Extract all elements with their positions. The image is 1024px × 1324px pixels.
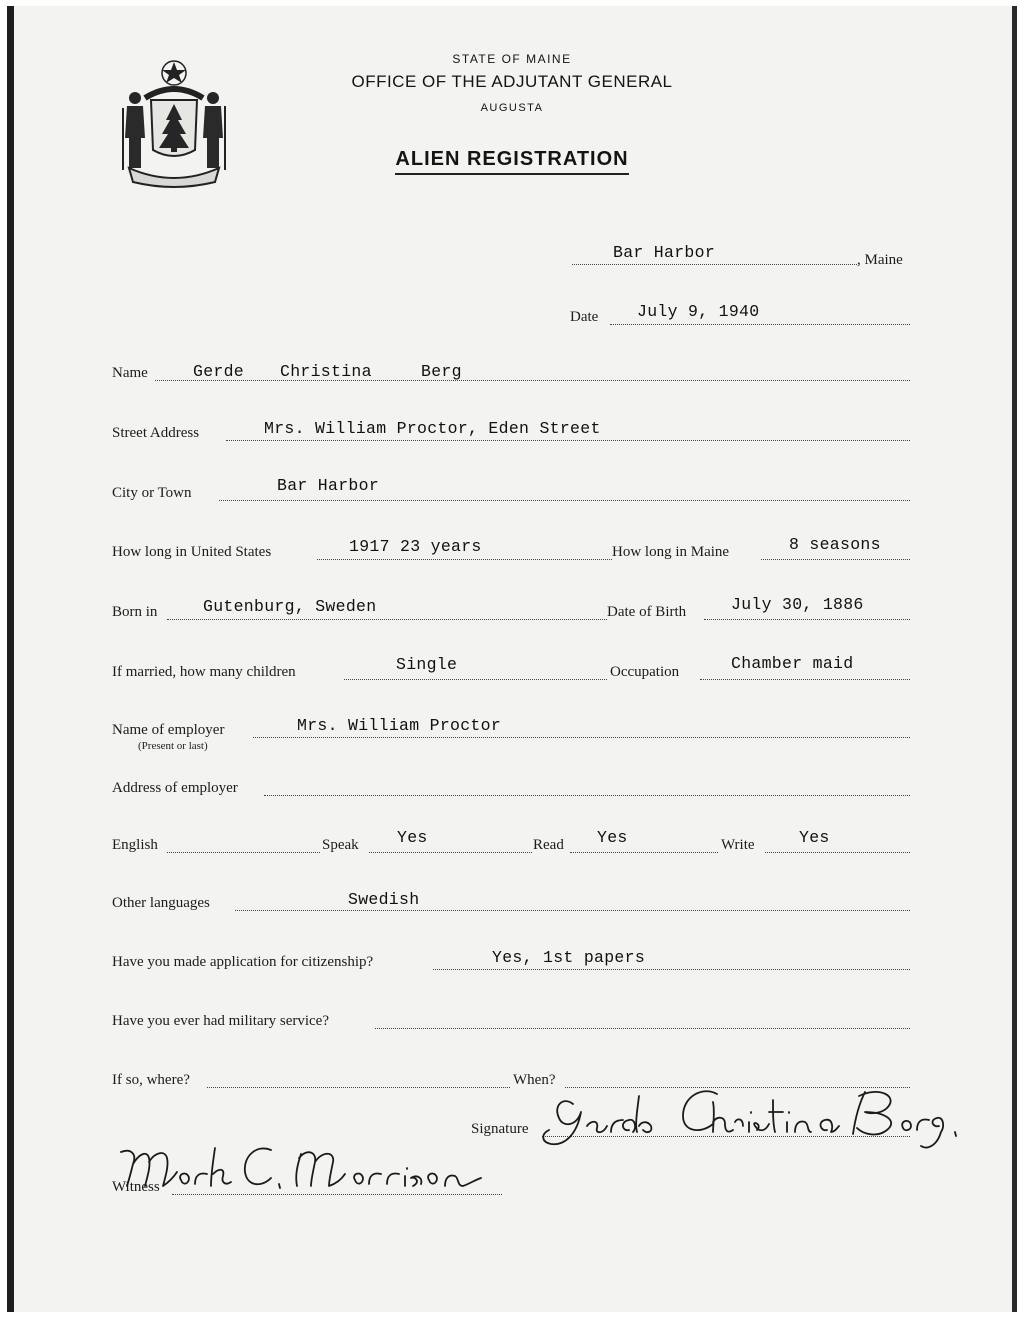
where-line bbox=[207, 1087, 510, 1088]
applicant-signature bbox=[507, 1076, 967, 1156]
employer-address-line bbox=[264, 795, 910, 796]
form-title bbox=[7, 148, 1017, 175]
citizenship-label: Have you made application for citizenship? bbox=[112, 954, 374, 970]
place-line bbox=[572, 264, 857, 265]
military-label: Have you ever had military service? bbox=[112, 1013, 329, 1029]
english-line bbox=[167, 852, 320, 853]
write-label: Write bbox=[721, 837, 755, 853]
maine-duration-value: 8 seasons bbox=[789, 535, 881, 554]
city-label: City or Town bbox=[112, 485, 192, 501]
speak-value: Yes bbox=[397, 828, 428, 847]
employer-address-label: Address of employer bbox=[112, 780, 238, 796]
occupation-line bbox=[700, 679, 910, 680]
signature-label: Signature bbox=[471, 1121, 529, 1137]
children-label: If married, how many children bbox=[112, 664, 296, 680]
born-in-value: Gutenburg, Sweden bbox=[203, 597, 377, 616]
employer-value: Mrs. William Proctor bbox=[297, 716, 502, 735]
us-duration-label: How long in United States bbox=[112, 544, 272, 560]
children-value: Single bbox=[396, 655, 458, 674]
name-first-value: Gerde bbox=[193, 362, 245, 381]
form-title-text: ALIEN REGISTRATION bbox=[395, 148, 628, 175]
street-address-value: Mrs. William Proctor, Eden Street bbox=[264, 419, 601, 438]
date-line bbox=[610, 324, 910, 325]
speak-label: Speak bbox=[322, 837, 359, 853]
place-value: Bar Harbor bbox=[613, 243, 716, 262]
speak-line bbox=[369, 852, 532, 853]
citizenship-value: Yes, 1st papers bbox=[492, 948, 646, 967]
us-duration-value: 1917 23 years bbox=[349, 537, 482, 556]
date-value: July 9, 1940 bbox=[637, 302, 760, 321]
write-line bbox=[765, 852, 910, 853]
children-line bbox=[344, 679, 607, 680]
city-value: Bar Harbor bbox=[277, 476, 380, 495]
occupation-value: Chamber maid bbox=[731, 654, 854, 673]
us-duration-line bbox=[317, 559, 612, 560]
english-label: English bbox=[112, 837, 158, 853]
name-line bbox=[155, 380, 910, 381]
date-label: Date bbox=[570, 309, 599, 325]
when-label: When? bbox=[513, 1072, 556, 1088]
employer-label: Name of employer bbox=[112, 722, 225, 738]
read-line bbox=[570, 852, 718, 853]
name-label: Name bbox=[112, 365, 148, 381]
dob-value: July 30, 1886 bbox=[731, 595, 864, 614]
other-languages-value: Swedish bbox=[348, 890, 420, 909]
header-state: STATE OF MAINE bbox=[452, 52, 572, 66]
witness-signature bbox=[111, 1134, 511, 1204]
header-city: AUGUSTA bbox=[480, 102, 544, 114]
citizenship-line bbox=[433, 969, 910, 970]
other-languages-label: Other languages bbox=[112, 895, 210, 911]
alien-registration-form bbox=[7, 6, 1017, 1312]
street-address-label: Street Address bbox=[112, 425, 200, 441]
where-label: If so, where? bbox=[112, 1072, 190, 1088]
write-value: Yes bbox=[799, 828, 830, 847]
dob-line bbox=[704, 619, 910, 620]
maine-duration-label: How long in Maine bbox=[612, 544, 730, 560]
military-line bbox=[375, 1028, 910, 1029]
read-label: Read bbox=[533, 837, 564, 853]
other-languages-line bbox=[235, 910, 910, 911]
header-office: OFFICE OF THE ADJUTANT GENERAL bbox=[351, 72, 673, 91]
dob-label: Date of Birth bbox=[607, 604, 687, 620]
occupation-label: Occupation bbox=[610, 664, 680, 680]
name-middle-value: Christina bbox=[280, 362, 372, 381]
read-value: Yes bbox=[597, 828, 628, 847]
name-last-value: Berg bbox=[421, 362, 462, 381]
employer-line bbox=[253, 737, 910, 738]
born-in-label: Born in bbox=[112, 604, 158, 620]
born-in-line bbox=[167, 619, 607, 620]
city-line bbox=[219, 500, 910, 501]
maine-duration-line bbox=[761, 559, 910, 560]
street-address-line bbox=[226, 440, 910, 441]
witness-label: Witness bbox=[112, 1179, 160, 1195]
place-suffix-label: , Maine bbox=[857, 252, 903, 268]
employer-sublabel: (Present or last) bbox=[138, 740, 208, 752]
